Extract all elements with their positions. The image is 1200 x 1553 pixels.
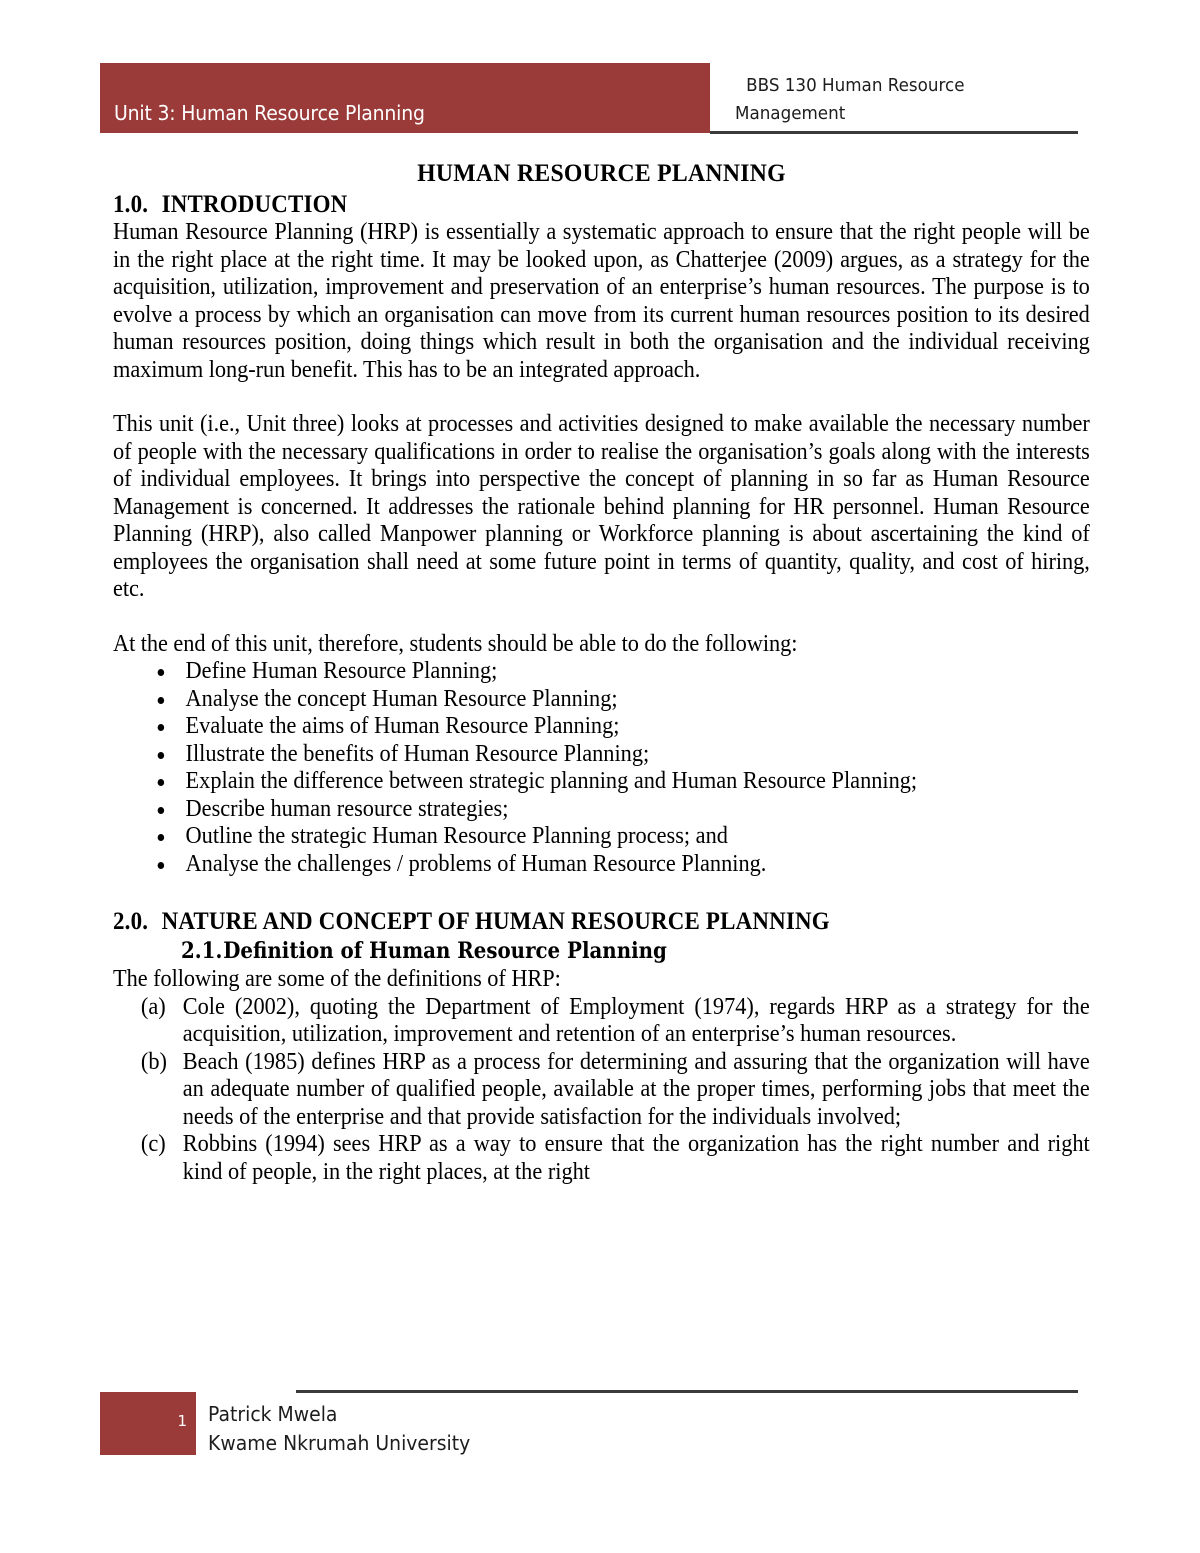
list-item-label: Describe human resource strategies;: [185, 795, 509, 822]
section-2-1-label: Definition of Human Resource Planning: [223, 938, 667, 964]
intro-paragraph-2: This unit (i.e., Unit three) looks at processes and activities designed to make available the necessary number of people with the necessary qualifications in order to realise the organisation’s goals along with the interests of individual employees. It brings into perspective the concept of planning in so far as Human Resource Management is concerned. It addresses the rationale behind planning for HR personnel. Human Resource Planning (HRP), also called Manpower planning or Workforce planning is about ascertaining the kind of employees the organisation shall need at some future point in terms of quantity, quality, and cost of hiring, etc.: [113, 411, 1090, 602]
page-header: [100, 63, 1078, 133]
list-item: [113, 768, 1090, 796]
bullet-dot-icon: [158, 724, 165, 731]
document-body: [113, 158, 1090, 1186]
bullet-dot-icon: [158, 779, 165, 786]
footer-author: Patrick Mwela: [208, 1402, 338, 1426]
list-item-label: Robbins (1994) sees HRP as a way to ensure that the organization has the right number and right kind of people, in the right places, at the right: [182, 1131, 1090, 1185]
bullet-dot-icon: [158, 697, 165, 704]
footer-page-number-box: [100, 1392, 196, 1455]
section-2-1-number: 2.1.: [181, 938, 223, 964]
section-2-number: 2.0.: [113, 906, 149, 935]
bullet-dot-icon: [158, 834, 165, 841]
section-2-label: NATURE AND CONCEPT OF HUMAN RESOURCE PLANNING: [161, 906, 830, 935]
list-item-marker: (b): [140, 1048, 167, 1075]
bullet-dot-icon: [158, 862, 165, 869]
list-item: [113, 1131, 1090, 1186]
section-1-number: 1.0.: [113, 189, 149, 218]
list-item-label: Evaluate the aims of Human Resource Planning;: [185, 713, 620, 739]
intro-paragraph-1: Human Resource Planning (HRP) is essentially a systematic approach to ensure that the right people will be in the right place at the right time. It may be looked upon, as Chatterjee (2009) argues, as a strategy for the acquisition, utilization, improvement and preservation of an enterprise’s human resources. The purpose is to evolve a process by which an organisation can move from its current human resources position to its desired human resources position, doing things which result in both the organisation and the individual receiving maximum long-run benefit. This has to be an integrated approach.: [113, 219, 1090, 383]
page-number: 1: [177, 1412, 187, 1430]
list-item-label: Outline the strategic Human Resource Planning process; and: [185, 823, 728, 849]
list-item-label: Define Human Resource Planning;: [185, 658, 498, 684]
list-item-label: Cole (2002), quoting the Department of Employment (1974), regards HRP as a strategy for the acquisition, utilization, improvement and retention of an enterprise’s human resources.: [182, 993, 1090, 1047]
paragraph-spacer: [113, 878, 1090, 905]
header-course-line-2: Management: [735, 103, 846, 124]
list-item-label: Beach (1985) defines HRP as a process for determining and assuring that the organization will have an adequate number of qualified people, available at the proper times, performing jobs that meet the needs of the enterprise and that provide satisfaction for the individuals involved;: [182, 1048, 1090, 1130]
definitions-list: [113, 994, 1090, 1187]
list-item-label: Illustrate the benefits of Human Resource Planning;: [185, 740, 650, 767]
bullet-dot-icon: [158, 807, 165, 814]
list-item-label: Explain the difference between strategic planning and Human Resource Planning;: [185, 768, 918, 794]
header-unit-title: Unit 3: Human Resource Planning: [114, 101, 425, 125]
footer-divider-rule: [296, 1390, 1078, 1393]
bullet-dot-icon: [158, 752, 165, 759]
section-2-1-heading: [181, 936, 981, 966]
section-1-label: INTRODUCTION: [161, 189, 348, 218]
definitions-intro: The following are some of the definitions of HRP:: [113, 966, 561, 992]
list-item-marker: (c): [140, 1131, 166, 1157]
section-2-heading: [113, 905, 992, 936]
list-item: [113, 994, 1090, 1049]
list-item: [113, 658, 1090, 686]
document-title: HUMAN RESOURCE PLANNING: [417, 158, 786, 187]
header-course-title: [735, 72, 1061, 128]
objectives-intro: At the end of this unit, therefore, students should be able to do the following:: [113, 630, 798, 657]
list-item: [113, 741, 1090, 769]
page-footer: [100, 1390, 1078, 1490]
footer-attribution: [208, 1400, 470, 1458]
section-1-heading: [113, 188, 992, 219]
list-item-marker: (a): [140, 993, 166, 1020]
bullet-dot-icon: [158, 669, 165, 676]
paragraph-spacer: [113, 604, 1090, 631]
objectives-list: [113, 658, 1090, 878]
list-item-label: Analyse the concept Human Resource Planning;: [185, 685, 618, 712]
list-item: [113, 1049, 1090, 1132]
paragraph-spacer: [113, 384, 1090, 411]
list-item: [113, 713, 1090, 741]
header-course-line-1: BBS 130 Human Resource: [746, 75, 965, 96]
footer-institution: Kwame Nkrumah University: [208, 1431, 471, 1455]
list-item: [113, 851, 1090, 879]
header-divider-rule: [710, 131, 1078, 134]
list-item-label: Analyse the challenges / problems of Human Resource Planning.: [185, 850, 767, 877]
list-item: [113, 686, 1090, 714]
list-item: [113, 823, 1090, 851]
list-item: [113, 796, 1090, 824]
